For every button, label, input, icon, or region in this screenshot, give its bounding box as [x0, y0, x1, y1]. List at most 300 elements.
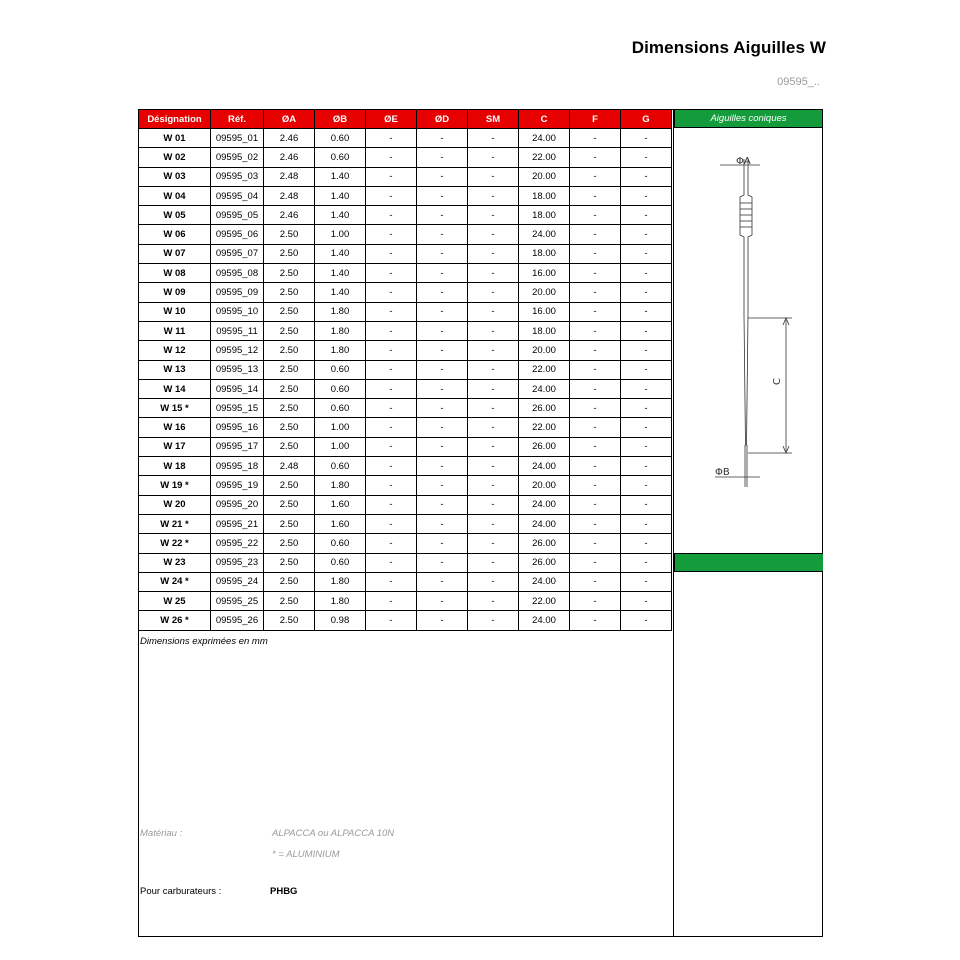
table-cell: 09595_24: [211, 572, 264, 591]
table-cell: -: [468, 495, 519, 514]
dim-c-label: C: [772, 378, 783, 385]
table-cell: -: [417, 572, 468, 591]
table-cell: -: [621, 321, 672, 340]
table-cell: -: [570, 476, 621, 495]
table-cell: 1.80: [315, 592, 366, 611]
table-cell: -: [468, 206, 519, 225]
designation-cell: W 18: [139, 457, 211, 476]
table-cell: -: [366, 206, 417, 225]
table-cell: -: [366, 321, 417, 340]
table-cell: -: [417, 553, 468, 572]
table-row: [139, 129, 672, 148]
table-cell: -: [468, 457, 519, 476]
table-cell: 1.00: [315, 225, 366, 244]
table-cell: 09595_10: [211, 302, 264, 321]
designation-cell: W 17: [139, 437, 211, 456]
table-cell: -: [621, 186, 672, 205]
table-cell: -: [621, 206, 672, 225]
table-cell: 09595_21: [211, 514, 264, 533]
table-cell: -: [417, 418, 468, 437]
designation-cell: W 19 *: [139, 476, 211, 495]
table-cell: -: [417, 379, 468, 398]
table-row: [139, 399, 672, 418]
table-cell: 20.00: [519, 476, 570, 495]
table-cell: -: [621, 379, 672, 398]
table-cell: -: [468, 514, 519, 533]
table-cell: 0.60: [315, 399, 366, 418]
table-cell: -: [417, 611, 468, 630]
carburetor-value: PHBG: [270, 886, 298, 897]
table-cell: 22.00: [519, 360, 570, 379]
table-row: [139, 437, 672, 456]
table-cell: -: [570, 302, 621, 321]
table-cell: -: [366, 302, 417, 321]
table-row: [139, 476, 672, 495]
table-cell: -: [468, 225, 519, 244]
table-cell: -: [570, 592, 621, 611]
designation-cell: W 01: [139, 129, 211, 148]
column-header: F: [570, 110, 621, 129]
table-row: [139, 302, 672, 321]
table-cell: -: [366, 572, 417, 591]
table-cell: -: [621, 611, 672, 630]
table-cell: -: [468, 553, 519, 572]
table-cell: -: [621, 283, 672, 302]
table-cell: 18.00: [519, 206, 570, 225]
table-body: [139, 129, 672, 631]
column-header: C: [519, 110, 570, 129]
table-cell: 24.00: [519, 611, 570, 630]
table-cell: -: [570, 534, 621, 553]
table-row: [139, 167, 672, 186]
table-cell: 1.60: [315, 495, 366, 514]
table-cell: 09595_20: [211, 495, 264, 514]
table-cell: -: [366, 611, 417, 630]
table-cell: -: [621, 148, 672, 167]
column-header: Désignation: [139, 110, 211, 129]
table-cell: 0.60: [315, 534, 366, 553]
table-cell: -: [468, 129, 519, 148]
table-row: [139, 264, 672, 283]
table-cell: 2.50: [264, 379, 315, 398]
table-row: [139, 283, 672, 302]
table-cell: 24.00: [519, 457, 570, 476]
table-cell: 1.80: [315, 476, 366, 495]
table-cell: 09595_26: [211, 611, 264, 630]
page-title: Dimensions Aiguilles W: [631, 38, 826, 57]
table-row: [139, 379, 672, 398]
material-value: ALPACCA ou ALPACCA 10N: [272, 828, 395, 839]
table-cell: 09595_15: [211, 399, 264, 418]
table-row: [139, 457, 672, 476]
column-header: SM: [468, 110, 519, 129]
designation-cell: W 25: [139, 592, 211, 611]
designation-cell: W 10: [139, 302, 211, 321]
table-cell: 2.50: [264, 495, 315, 514]
table-cell: -: [621, 225, 672, 244]
table-cell: 0.60: [315, 379, 366, 398]
table-cell: 0.60: [315, 129, 366, 148]
designation-cell: W 08: [139, 264, 211, 283]
table-cell: 09595_19: [211, 476, 264, 495]
table-cell: -: [417, 129, 468, 148]
table-row: [139, 244, 672, 263]
table-cell: 09595_12: [211, 341, 264, 360]
designation-cell: W 11: [139, 321, 211, 340]
table-cell: -: [366, 534, 417, 553]
table-cell: -: [417, 283, 468, 302]
table-cell: 09595_06: [211, 225, 264, 244]
table-cell: 18.00: [519, 244, 570, 263]
table-cell: 2.48: [264, 167, 315, 186]
table-cell: -: [570, 611, 621, 630]
dim-a-label: ΦA: [736, 156, 751, 167]
table-cell: -: [417, 148, 468, 167]
reference-code: 09595_..: [777, 76, 820, 88]
table-row: [139, 611, 672, 630]
table-cell: -: [417, 399, 468, 418]
designation-cell: W 06: [139, 225, 211, 244]
table-cell: -: [570, 129, 621, 148]
material-note: * = ALUMINIUM: [272, 849, 340, 860]
table-cell: -: [570, 225, 621, 244]
table-cell: 09595_05: [211, 206, 264, 225]
table-cell: 26.00: [519, 534, 570, 553]
table-cell: 0.60: [315, 148, 366, 167]
table-cell: 0.98: [315, 611, 366, 630]
table-cell: -: [366, 399, 417, 418]
panel-divider: [673, 109, 674, 937]
table-cell: -: [621, 302, 672, 321]
table-cell: -: [417, 244, 468, 263]
table-cell: -: [621, 341, 672, 360]
table-cell: -: [417, 360, 468, 379]
table-cell: -: [468, 572, 519, 591]
table-cell: -: [417, 476, 468, 495]
table-cell: -: [468, 341, 519, 360]
table-cell: 1.40: [315, 186, 366, 205]
table-cell: 22.00: [519, 418, 570, 437]
table-row: [139, 592, 672, 611]
table-cell: -: [366, 283, 417, 302]
table-cell: 2.50: [264, 399, 315, 418]
table-cell: 1.80: [315, 572, 366, 591]
table-cell: -: [366, 553, 417, 572]
table-cell: -: [570, 495, 621, 514]
table-cell: 09595_02: [211, 148, 264, 167]
table-cell: -: [468, 244, 519, 263]
dim-b-label: ΦB: [715, 467, 730, 478]
table-cell: -: [621, 476, 672, 495]
table-row: [139, 553, 672, 572]
table-cell: 0.60: [315, 360, 366, 379]
table-cell: 09595_23: [211, 553, 264, 572]
table-row: [139, 341, 672, 360]
table-cell: -: [366, 514, 417, 533]
table-cell: -: [417, 514, 468, 533]
panel-heading: Aiguilles coniques: [674, 109, 823, 128]
needle-diagram: [700, 145, 800, 490]
table-cell: -: [570, 514, 621, 533]
table-cell: -: [570, 457, 621, 476]
table-cell: 09595_25: [211, 592, 264, 611]
table-cell: -: [621, 592, 672, 611]
designation-cell: W 13: [139, 360, 211, 379]
table-cell: 09595_16: [211, 418, 264, 437]
table-row: [139, 534, 672, 553]
table-cell: -: [417, 592, 468, 611]
table-cell: -: [417, 225, 468, 244]
table-cell: 26.00: [519, 399, 570, 418]
table-cell: 26.00: [519, 553, 570, 572]
table-cell: -: [468, 379, 519, 398]
column-header: ØB: [315, 110, 366, 129]
table-cell: 2.50: [264, 534, 315, 553]
table-cell: -: [417, 437, 468, 456]
table-cell: 24.00: [519, 495, 570, 514]
table-cell: -: [417, 302, 468, 321]
table-cell: 09595_07: [211, 244, 264, 263]
table-cell: -: [468, 360, 519, 379]
table-cell: -: [621, 360, 672, 379]
table-cell: -: [468, 418, 519, 437]
table-cell: -: [570, 553, 621, 572]
table-cell: -: [468, 302, 519, 321]
table-cell: -: [570, 148, 621, 167]
table-cell: 1.00: [315, 418, 366, 437]
table-cell: 26.00: [519, 437, 570, 456]
table-cell: 22.00: [519, 148, 570, 167]
table-cell: 09595_18: [211, 457, 264, 476]
table-cell: 1.40: [315, 264, 366, 283]
table-cell: 2.46: [264, 129, 315, 148]
table-cell: -: [417, 206, 468, 225]
table-cell: -: [621, 514, 672, 533]
table-cell: 09595_04: [211, 186, 264, 205]
table-cell: 09595_03: [211, 167, 264, 186]
table-cell: 09595_22: [211, 534, 264, 553]
table-cell: -: [621, 553, 672, 572]
table-cell: 2.46: [264, 148, 315, 167]
designation-cell: W 20: [139, 495, 211, 514]
table-cell: -: [570, 244, 621, 263]
table-cell: -: [468, 437, 519, 456]
table-cell: -: [468, 399, 519, 418]
table-cell: 09595_08: [211, 264, 264, 283]
table-cell: -: [468, 148, 519, 167]
table-cell: 20.00: [519, 167, 570, 186]
table-cell: 2.50: [264, 572, 315, 591]
table-cell: -: [366, 341, 417, 360]
table-cell: -: [468, 167, 519, 186]
table-cell: -: [621, 457, 672, 476]
table-cell: -: [468, 283, 519, 302]
table-cell: 22.00: [519, 592, 570, 611]
table-cell: -: [417, 167, 468, 186]
table-cell: -: [366, 148, 417, 167]
table-cell: -: [417, 341, 468, 360]
designation-cell: W 07: [139, 244, 211, 263]
table-cell: -: [570, 321, 621, 340]
table-cell: -: [366, 495, 417, 514]
table-cell: 20.00: [519, 283, 570, 302]
table-cell: -: [417, 495, 468, 514]
table-cell: 1.80: [315, 341, 366, 360]
table-cell: 2.50: [264, 225, 315, 244]
table-cell: -: [366, 186, 417, 205]
material-label: Matériau :: [140, 828, 183, 839]
table-cell: 20.00: [519, 341, 570, 360]
designation-cell: W 12: [139, 341, 211, 360]
designation-cell: W 24 *: [139, 572, 211, 591]
column-header: ØD: [417, 110, 468, 129]
table-cell: -: [366, 437, 417, 456]
table-cell: -: [570, 264, 621, 283]
table-cell: 09595_13: [211, 360, 264, 379]
table-cell: 1.40: [315, 244, 366, 263]
table-cell: -: [570, 341, 621, 360]
table-cell: -: [417, 457, 468, 476]
table-cell: 2.50: [264, 283, 315, 302]
carburetor-label: Pour carburateurs :: [140, 886, 222, 897]
table-cell: 0.60: [315, 553, 366, 572]
table-row: [139, 418, 672, 437]
table-cell: 2.50: [264, 360, 315, 379]
designation-cell: W 09: [139, 283, 211, 302]
table-cell: -: [366, 457, 417, 476]
table-cell: 09595_11: [211, 321, 264, 340]
designation-cell: W 05: [139, 206, 211, 225]
table-cell: -: [621, 244, 672, 263]
table-cell: 09595_01: [211, 129, 264, 148]
table-cell: 2.50: [264, 341, 315, 360]
table-cell: 24.00: [519, 225, 570, 244]
column-header: G: [621, 110, 672, 129]
table-cell: -: [417, 186, 468, 205]
table-cell: 1.40: [315, 206, 366, 225]
table-cell: -: [468, 534, 519, 553]
table-cell: -: [621, 534, 672, 553]
table-cell: 24.00: [519, 514, 570, 533]
designation-cell: W 03: [139, 167, 211, 186]
designation-cell: W 02: [139, 148, 211, 167]
table-cell: -: [366, 592, 417, 611]
table-cell: -: [570, 206, 621, 225]
table-cell: 2.50: [264, 476, 315, 495]
designation-cell: W 21 *: [139, 514, 211, 533]
table-cell: -: [570, 437, 621, 456]
table-cell: 1.80: [315, 321, 366, 340]
table-cell: -: [570, 360, 621, 379]
table-cell: 2.48: [264, 457, 315, 476]
table-cell: 16.00: [519, 264, 570, 283]
designation-cell: W 22 *: [139, 534, 211, 553]
table-cell: -: [621, 167, 672, 186]
table-cell: 09595_09: [211, 283, 264, 302]
table-cell: -: [621, 495, 672, 514]
table-header-row: [139, 110, 672, 129]
designation-cell: W 16: [139, 418, 211, 437]
table-row: [139, 148, 672, 167]
table-cell: -: [570, 572, 621, 591]
table-cell: 2.50: [264, 321, 315, 340]
column-header: ØA: [264, 110, 315, 129]
table-cell: -: [417, 264, 468, 283]
table-cell: -: [366, 379, 417, 398]
table-cell: -: [366, 129, 417, 148]
table-cell: 24.00: [519, 379, 570, 398]
table-cell: 2.50: [264, 553, 315, 572]
panel-green-bar: [674, 553, 823, 572]
designation-cell: W 26 *: [139, 611, 211, 630]
table-cell: -: [621, 399, 672, 418]
table-row: [139, 321, 672, 340]
table-cell: 16.00: [519, 302, 570, 321]
table-cell: -: [468, 592, 519, 611]
table-cell: -: [468, 611, 519, 630]
table-cell: -: [468, 186, 519, 205]
table-cell: -: [621, 129, 672, 148]
table-cell: -: [570, 399, 621, 418]
table-cell: 1.00: [315, 437, 366, 456]
table-cell: -: [570, 186, 621, 205]
table-cell: -: [621, 264, 672, 283]
table-cell: 2.50: [264, 244, 315, 263]
table-cell: 24.00: [519, 129, 570, 148]
table-cell: -: [366, 360, 417, 379]
designation-cell: W 15 *: [139, 399, 211, 418]
table-cell: -: [417, 534, 468, 553]
table-row: [139, 514, 672, 533]
table-cell: 09595_17: [211, 437, 264, 456]
table-cell: -: [366, 418, 417, 437]
designation-cell: W 14: [139, 379, 211, 398]
table-row: [139, 225, 672, 244]
table-cell: -: [468, 476, 519, 495]
table-cell: -: [468, 321, 519, 340]
designation-cell: W 23: [139, 553, 211, 572]
table-cell: 2.46: [264, 206, 315, 225]
table-cell: -: [621, 572, 672, 591]
table-cell: 09595_14: [211, 379, 264, 398]
table-cell: 2.48: [264, 186, 315, 205]
table-cell: 1.60: [315, 514, 366, 533]
table-cell: 0.60: [315, 457, 366, 476]
table-cell: -: [570, 283, 621, 302]
table-row: [139, 360, 672, 379]
table-cell: 1.80: [315, 302, 366, 321]
table-cell: -: [468, 264, 519, 283]
units-note: Dimensions exprimées en mm: [140, 636, 268, 647]
table-row: [139, 495, 672, 514]
table-row: [139, 572, 672, 591]
table-cell: 2.50: [264, 592, 315, 611]
table-cell: 18.00: [519, 321, 570, 340]
table-cell: -: [366, 244, 417, 263]
table-cell: -: [621, 418, 672, 437]
table-cell: -: [366, 476, 417, 495]
column-header: ØE: [366, 110, 417, 129]
designation-cell: W 04: [139, 186, 211, 205]
table-cell: 2.50: [264, 437, 315, 456]
table-cell: 24.00: [519, 572, 570, 591]
table-cell: -: [621, 437, 672, 456]
table-cell: -: [417, 321, 468, 340]
table-cell: 2.50: [264, 302, 315, 321]
table-cell: 18.00: [519, 186, 570, 205]
table-row: [139, 186, 672, 205]
dimensions-table: [138, 109, 672, 631]
